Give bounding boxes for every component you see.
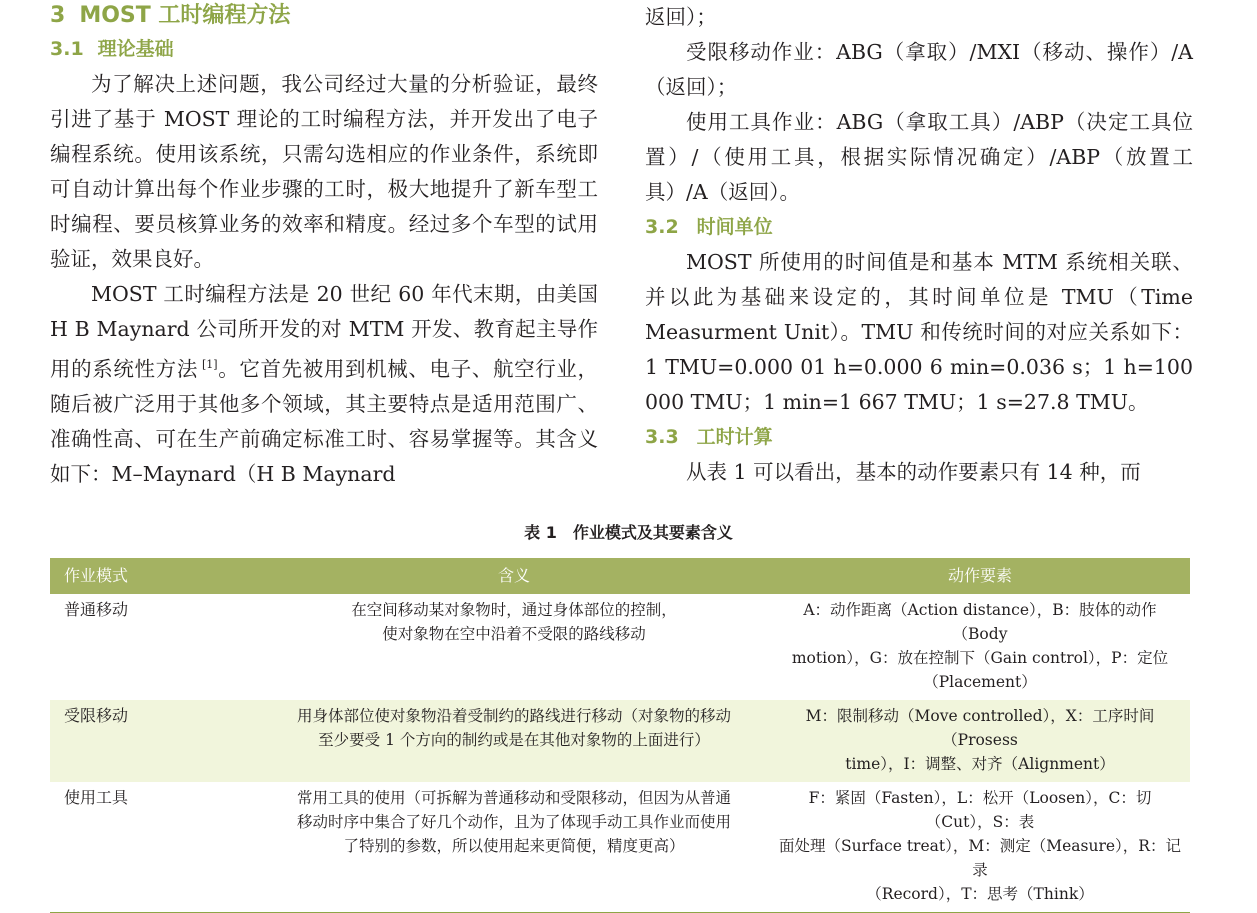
left-column <box>50 0 598 492</box>
paragraph: 从表 1 可以看出，基本的动作要素只有 14 种，而 <box>686 460 1141 484</box>
cell-elements: M：限制移动（Move controlled），X：工序时间（Prosess time），I：调整、对齐（Alignment） <box>770 700 1190 782</box>
cell-mode: 使用工具 <box>50 782 258 913</box>
right-column <box>645 0 1193 490</box>
paragraph: 受限移动作业：ABG（拿取）/MXI（移动、操作）/A（返回）； <box>645 40 1193 99</box>
cell-meaning: 常用工具的使用（可拆解为普通移动和受限移动，但因为从普通 移动时序中集合了好几个动作，且为了体现手动工具作业而使用 了特别的参数，所以使用起来更简便，精度更高） <box>258 782 770 913</box>
section-3-3-heading: 3.3 工时计算 <box>645 426 773 448</box>
cell-meaning: 在空间移动某对象物时，通过身体部位的控制， 使对象物在空中沿着不受限的路线移动 <box>351 601 677 643</box>
table-caption: 表 1 作业模式及其要素含义 <box>524 523 733 542</box>
operation-mode-table <box>50 558 1190 913</box>
header-elements: 动作要素 <box>770 558 1190 594</box>
section-3-2-heading: 3.2 时间单位 <box>645 216 773 238</box>
header-mode: 作业模式 <box>50 558 258 594</box>
cell-elements: F：紧固（Fasten），L：松开（Loosen），C：切（Cut），S：表 面处理（Surface treat），M：测定（Measure），R：记录 （Record），T：思考（Think） <box>770 782 1190 913</box>
header-meaning: 含义 <box>258 558 770 594</box>
cell-mode: 受限移动 <box>50 700 258 782</box>
paragraph: 返回）； <box>645 5 717 29</box>
table-row <box>50 594 1190 700</box>
paragraph: 使用工具作业：ABG（拿取工具）/ABP（决定工具位置）/（使用工具，根据实际情况确定）/ABP（放置工具）/A（返回）。 <box>645 110 1193 204</box>
section-3-heading: 3 MOST 工时编程方法 <box>50 3 291 28</box>
paragraph: MOST 所使用的时间值是和基本 MTM 系统相关联、并以此为基础来设定的，其时间单位是 TMU（Time Measurment Unit）。TMU 和传统时间的对应关系如下：1 TMU=0.000 01 h=0.000 6 min=0.036 s；1 h=100 000 TMU；1 min=1 667 TMU；1 s=27.8 TMU。 <box>645 250 1193 414</box>
cell-elements: A：动作距离（Action distance），B：肢体的动作（Body motion），G：放在控制下（Gain control），P：定位 （Placement） <box>791 601 1169 691</box>
paragraph: MOST 工时编程方法是 20 世纪 60 年代末期，由美国 H B Maynard 公司所开发的对 MTM 开发、教育起主导作用的系统性方法 [1]。它首先被用到机械、电子、航空行业，随后被广泛用于其他多个领域，其主要特点是适用范围广、准确性高、可在生产前确定标准工时、容易掌握等。其含义如下：M–Maynard（H B Maynard <box>50 282 599 486</box>
citation-ref: [1] <box>201 358 218 371</box>
section-3-1-heading: 3.1 理论基础 <box>50 38 174 60</box>
paragraph: 为了解决上述问题，我公司经过大量的分析验证，最终引进了基于 MOST 理论的工时编程方法，并开发出了电子编程系统。使用该系统，只需勾选相应的作业条件，系统即可自动计算出每个作业步骤的工时，极大地提升了新车型工时编程、要员核算业务的效率和精度。经过多个车型的试用验证，效果良好。 <box>50 72 598 271</box>
cell-meaning: 用身体部位使对象物沿着受制约的路线进行移动（对象物的移动 至少要受 1 个方向的制约或是在其他对象物的上面进行） <box>258 700 770 782</box>
table-row <box>50 700 1190 782</box>
cell-mode: 普通移动 <box>64 600 129 619</box>
table-header-row <box>50 558 1190 594</box>
table-row <box>50 782 1190 913</box>
